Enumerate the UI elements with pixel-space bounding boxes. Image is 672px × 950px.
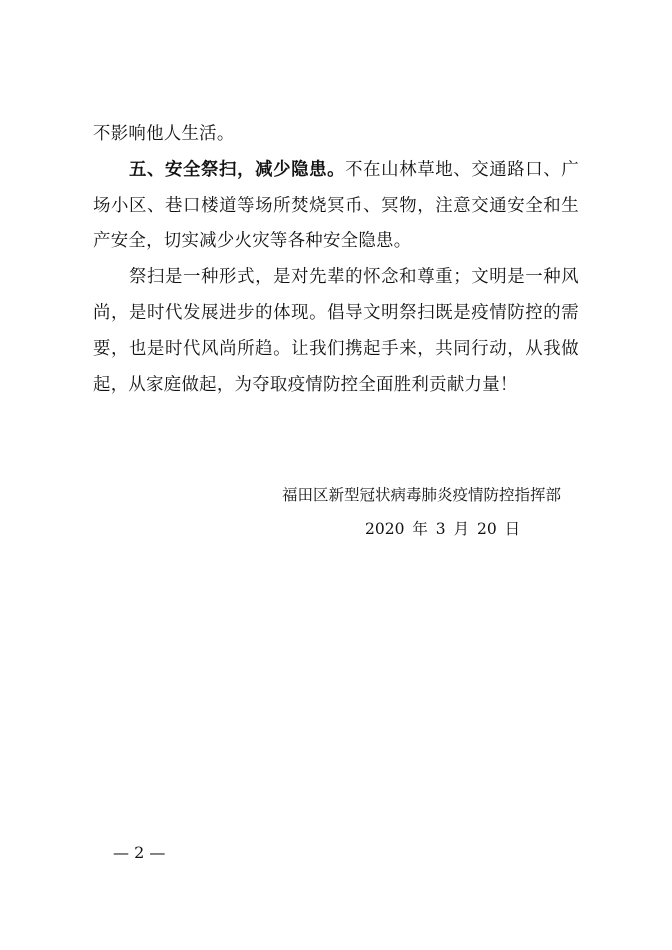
- signature-organization: 福田区新型冠状病毒肺炎疫情防控指挥部: [282, 486, 562, 504]
- page-number: — 2 —: [113, 843, 166, 862]
- paragraph-continuation: 不影响他人生活。: [93, 124, 235, 144]
- section-heading: 五、安全祭扫，减少隐患。: [129, 159, 346, 180]
- paragraph-section-five: [93, 153, 579, 260]
- document-body: [93, 117, 579, 403]
- paragraph-closing: 祭扫是一种形式，是对先辈的怀念和尊重；文明是一种风尚，是时代发展进步的体现。倡导文明祭扫既是疫情防控的需要，也是时代风尚所趋。让我们携起手来，共同行动，从我做起，从家庭做起，为夺取疫情防控全面胜利贡献力量！: [93, 267, 579, 395]
- section-body: 不在山林草地、交通路口、广场小区、巷口楼道等场所焚烧冥币、冥物，注意交通安全和生产安全，切实减少火灾等各种安全隐患。: [93, 159, 579, 252]
- signature-date: 2020 年 3 月 20 日: [365, 520, 521, 538]
